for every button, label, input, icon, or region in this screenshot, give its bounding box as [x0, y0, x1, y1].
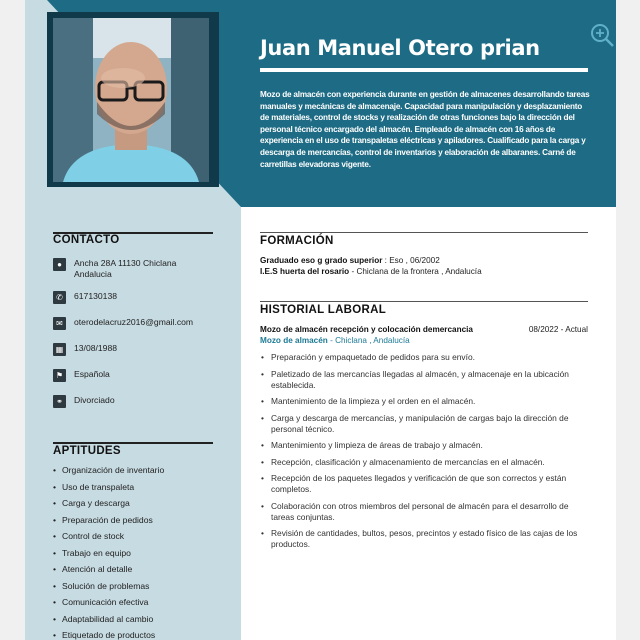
name-underline [260, 68, 588, 72]
work-rule [260, 301, 588, 302]
duty-item: • Mantenimiento y limpieza de áreas de trabajo y almacén. [260, 440, 590, 451]
skill-item: • Atención al detalle [53, 561, 164, 578]
contact-address: ● Ancha 28A 11130 Chiclana Andalucia [53, 258, 213, 280]
duty-item: • Preparación y empaquetado de pedidos para su envío. [260, 352, 590, 363]
skill-item: • Trabajo en equipo [53, 545, 164, 562]
skills-rule [53, 442, 213, 444]
duty-item: • Revisión de cantidades, bultos, pesos, precintos y estado físico de las cajas de los productos. [260, 528, 590, 550]
contact-phone[interactable]: ✆ 617130138 [53, 291, 213, 304]
duty-item: • Colaboración con otros miembros del personal de almacén para el desarrollo de tareas conjuntas. [260, 501, 590, 523]
skill-item: • Carga y descarga [53, 495, 164, 512]
education-rule [260, 232, 588, 233]
rings-icon: ⚭ [53, 395, 66, 408]
skill-item: • Comunicación efectiva [53, 594, 164, 611]
contact-email[interactable]: ✉ oterodelacruz2016@gmail.com [53, 317, 213, 330]
skill-item: • Adaptabilidad al cambio [53, 611, 164, 628]
profile-photo [53, 18, 209, 182]
skills-heading: APTITUDES [53, 445, 121, 457]
profile-summary: Mozo de almacén con experiencia durante en gestión de almacenes desarrollando tareas manuales y mecánicas de almacenaje. Capacidad para manipulación y desplazamiento de materiales, control de stocks y realización de otras funciones bajo la dirección del personal técnico encargado del almacén. Empleado de almacén con 16 años de experiencia en el uso de transpaletas eléctricas y apiladores. Cualificado para la carga y descarga de mercancías, control de inventarios y elaboración de albaranes. Carné de carretillas elevadoras vigente. [260, 90, 590, 169]
phone-icon: ✆ [53, 291, 66, 304]
zoom-icon[interactable] [589, 22, 615, 48]
contact-heading: CONTACTO [53, 234, 120, 246]
duty-item: • Recepción, clasificación y almacenamiento de mercancías en el almacén. [260, 457, 590, 468]
education-school: I.E.S huerta del rosario - Chiclana de la frontera , Andalucía [260, 267, 482, 276]
skills-list [53, 462, 164, 640]
job-date: 08/2022 - Actual [528, 325, 588, 334]
calendar-icon: ▦ [53, 343, 66, 356]
duty-item: • Recepción de los paquetes llegados y verificación de que son correctos y están completos. [260, 473, 590, 495]
skill-item: • Uso de transpaleta [53, 479, 164, 496]
contact-rule [53, 232, 213, 234]
flag-icon: ⚑ [53, 369, 66, 382]
education-heading: FORMACIÓN [260, 235, 334, 247]
contact-marital-status: ⚭ Divorciado [53, 395, 213, 408]
duty-item: • Carga y descarga de mercancías, y manipulación de cargas bajo la dirección de personal técnico. [260, 413, 590, 435]
skill-item: • Control de stock [53, 528, 164, 545]
job-duties [260, 352, 590, 556]
skill-item: • Organización de inventario [53, 462, 164, 479]
work-heading: HISTORIAL LABORAL [260, 304, 387, 316]
skill-item: • Solución de problemas [53, 578, 164, 595]
duty-item: • Mantenimiento de la limpieza y el orden en el almacén. [260, 396, 590, 407]
email-icon: ✉ [53, 317, 66, 330]
resume-page [25, 0, 616, 640]
skill-item: • Etiquetado de productos [53, 627, 164, 640]
person-name: Juan Manuel Otero prian [260, 36, 540, 60]
contact-nationality: ⚑ Española [53, 369, 213, 382]
job-company: Mozo de almacén - Chiclana , Andalucía [260, 336, 410, 345]
contact-birthdate: ▦ 13/08/1988 [53, 343, 213, 356]
job-title: Mozo de almacén recepción y colocación demercancia [260, 325, 473, 334]
duty-item: • Paletizado de las mercancías llegadas al almacén, y almacenaje en la ubicación establecida. [260, 369, 590, 391]
skill-item: • Preparación de pedidos [53, 512, 164, 529]
education-degree: Graduado eso g grado superior : Eso , 06/2002 [260, 256, 440, 265]
location-icon: ● [53, 258, 66, 271]
